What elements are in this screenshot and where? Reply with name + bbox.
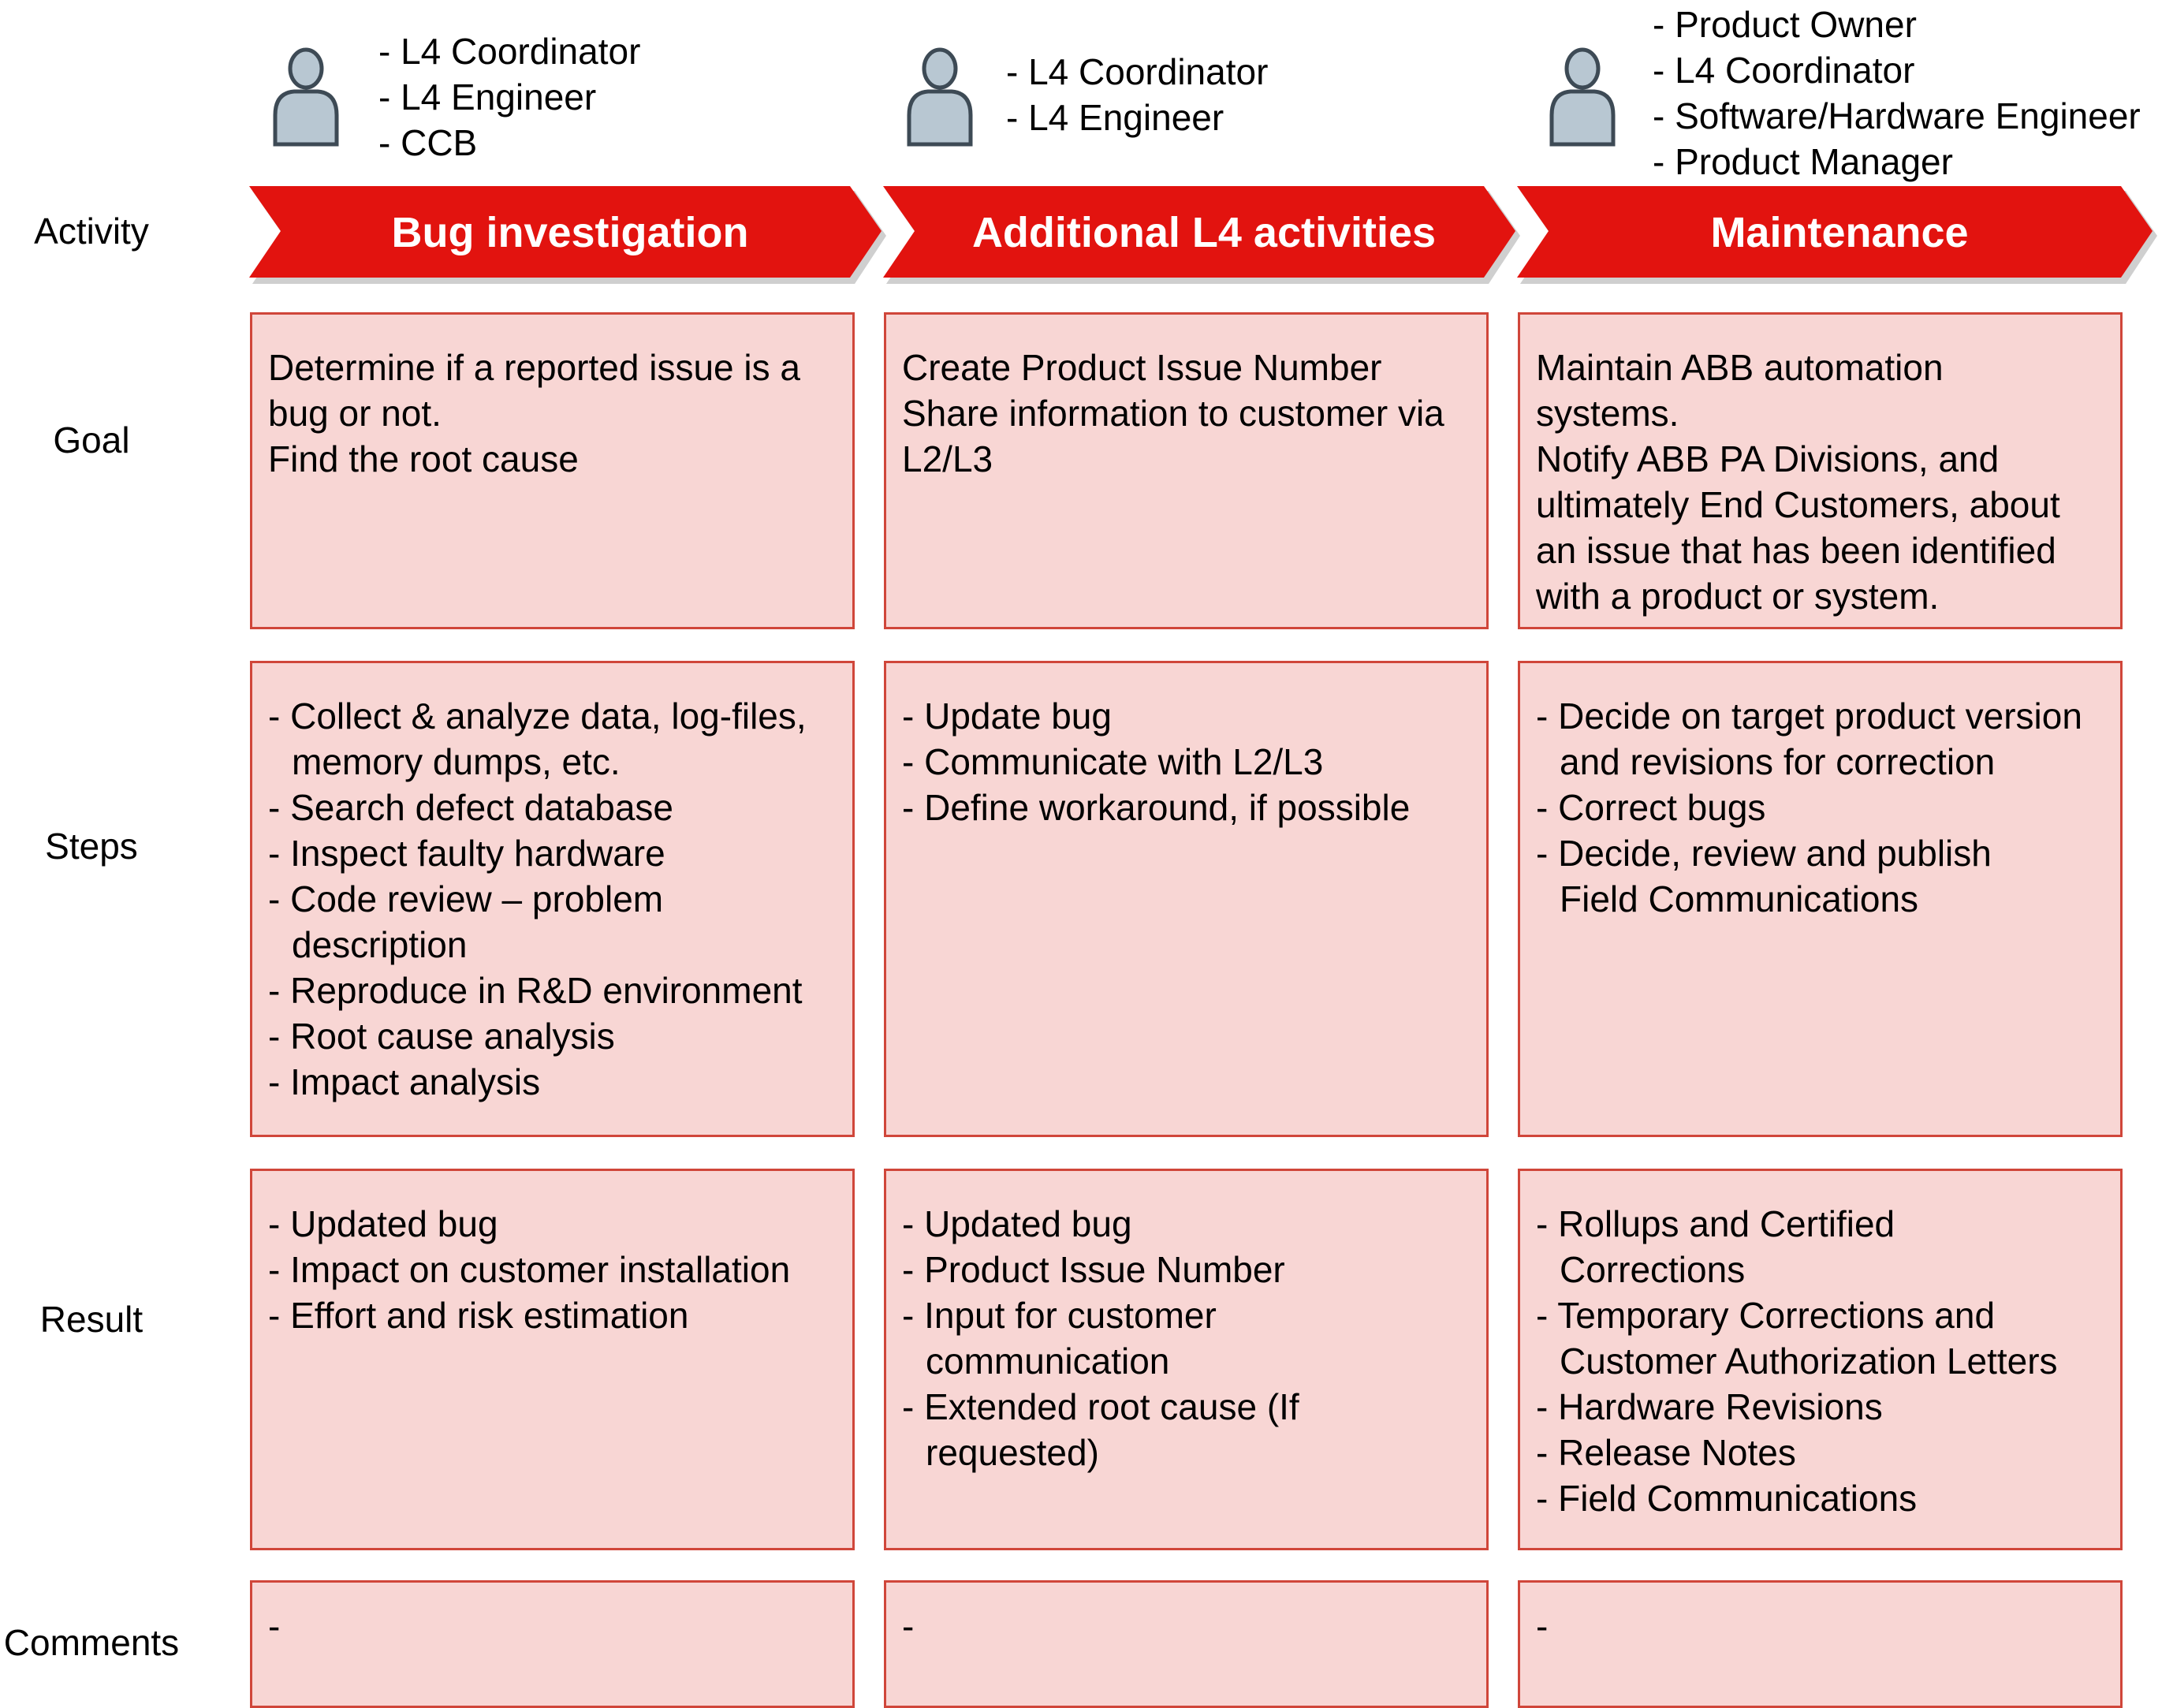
result-card	[884, 1169, 1489, 1550]
goal-text: Create Product Issue Number Share information to customer via L2/L3	[902, 347, 1444, 479]
step-item: - Correct bugs	[1536, 787, 1766, 828]
goal-text: Determine if a reported issue is a bug or not. Find the root cause	[268, 347, 800, 479]
step-item: - Update bug	[902, 696, 1112, 737]
steps-card	[1518, 661, 2123, 1137]
role-list	[1653, 2, 2141, 185]
step-item: - Code review – problem description	[268, 878, 664, 965]
result-item: - Updated bug	[902, 1203, 1132, 1244]
result-item: - Extended root cause (If requested)	[902, 1386, 1299, 1473]
step-item: - Collect & analyze data, log-files, memory dumps, etc.	[268, 696, 807, 782]
result-item: - Temporary Corrections and Customer Authorization Letters	[1536, 1295, 2058, 1382]
result-item: - Release Notes	[1536, 1432, 1796, 1473]
result-item: - Rollups and Certified Corrections	[1536, 1203, 1895, 1290]
result-item: - Effort and risk estimation	[268, 1295, 689, 1336]
steps-card	[884, 661, 1489, 1137]
goal-card	[884, 312, 1489, 629]
step-item: - Communicate with L2/L3	[902, 741, 1324, 782]
person-icon	[904, 46, 975, 148]
step-item: - Define workaround, if possible	[902, 787, 1411, 828]
comment-text: -	[902, 1605, 915, 1646]
goal-card	[1518, 312, 2123, 629]
step-item: - Decide, review and publish Field Communications	[1536, 833, 1992, 919]
activity-title: Bug investigation	[391, 209, 749, 256]
activity-chevron	[1514, 183, 2157, 282]
result-item: - Input for customer communication	[902, 1295, 1217, 1382]
result-card	[1518, 1169, 2123, 1550]
role-item: - L4 Coordinator	[1653, 50, 1915, 91]
comment-card	[1518, 1580, 2123, 1708]
step-item: - Reproduce in R&D environment	[268, 970, 803, 1011]
goal-text: Maintain ABB automation systems. Notify ABB PA Divisions, and ultimately End Customers, about an issue that has been identified with a product or system.	[1536, 347, 2060, 617]
role-item: - L4 Engineer	[1006, 97, 1224, 138]
step-item: - Impact analysis	[268, 1061, 541, 1102]
result-item: - Updated bug	[268, 1203, 498, 1244]
role-item: - Software/Hardware Engineer	[1653, 95, 2141, 136]
comment-text: -	[1536, 1605, 1549, 1646]
result-item: - Product Issue Number	[902, 1249, 1285, 1290]
comment-text: -	[268, 1605, 281, 1646]
row-label-comments: Comments	[3, 1622, 180, 1663]
comment-card	[250, 1580, 855, 1708]
activity-chevron	[880, 183, 1520, 282]
step-item: - Root cause analysis	[268, 1016, 615, 1057]
row-label-activity: Activity	[34, 211, 149, 252]
comment-card	[884, 1580, 1489, 1708]
step-item: - Inspect faulty hardware	[268, 833, 665, 874]
row-label-goal: Goal	[53, 420, 130, 461]
result-card	[250, 1169, 855, 1550]
step-item: - Search defect database	[268, 787, 673, 828]
result-item: - Field Communications	[1536, 1478, 1918, 1519]
person-icon	[1547, 46, 1618, 148]
role-item: - CCB	[378, 122, 478, 163]
activity-title: Additional L4 activities	[971, 209, 1437, 256]
row-label-result: Result	[39, 1299, 144, 1340]
steps-card	[250, 661, 855, 1137]
role-list	[1006, 49, 1268, 140]
role-item: - L4 Coordinator	[378, 31, 641, 72]
role-item: - L4 Engineer	[378, 76, 597, 117]
result-item: - Impact on customer installation	[268, 1249, 791, 1290]
role-item: - Product Owner	[1653, 4, 1917, 45]
person-icon	[270, 46, 341, 148]
result-item: - Hardware Revisions	[1536, 1386, 1883, 1427]
step-item: - Decide on target product version and revisions for correction	[1536, 696, 2082, 782]
role-item: - L4 Coordinator	[1006, 51, 1269, 92]
activity-title: Maintenance	[1710, 209, 1969, 256]
role-item: - Product Manager	[1653, 141, 1953, 182]
goal-card	[250, 312, 855, 629]
activity-chevron	[246, 183, 886, 282]
row-label-steps: Steps	[45, 826, 138, 867]
role-list	[378, 28, 640, 166]
